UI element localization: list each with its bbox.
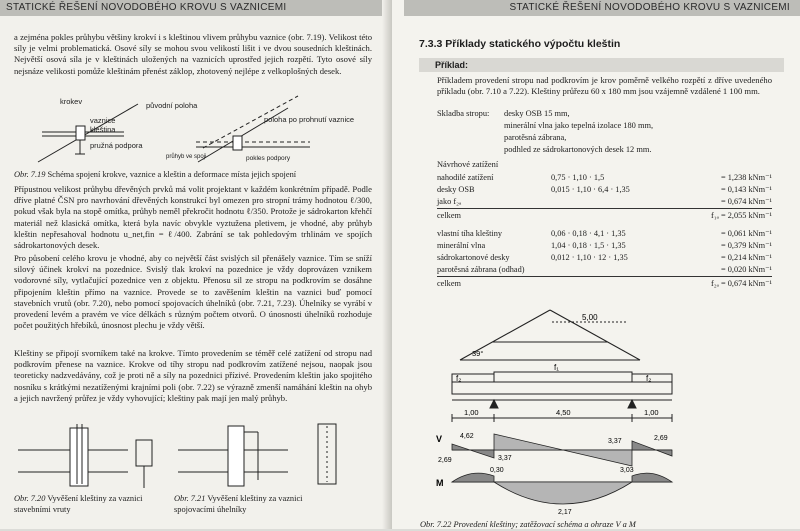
left-page	[0, 0, 392, 529]
load-total-row: celkem f₁ₐ = 2,055 kNm⁻¹	[437, 211, 772, 220]
caption-7-20-text: Vyvěšení kleštiny za vaznici stavebními vruty	[14, 494, 143, 514]
label-dim-2: 4,50	[556, 408, 571, 417]
label-f1: f₁	[554, 363, 559, 372]
right-running-header: STATICKÉ ŘEŠENÍ NOVODOBÉHO KROVU S VAZNICEMI	[404, 0, 800, 16]
layer-1: desky OSB 15 mm,	[504, 109, 570, 118]
left-paragraph-1: a zejména pokles průhybu většiny krokví i s kleštinou vlivem průhybu vaznice (obr. 7.19). Velikost této síly je velmi problematická. Osové síly se mohou svou velikostí lišit i ve dvou sousedních kleštinách. Největší osová síla je v kleštinách uložených na vaznicích uprostřed jejich rozpětí. Tyto osové síly nejsnáze velikosti pomůže kleštinám přenést záklop, zhotovený nejlépe z velkoplošných desek.	[14, 32, 372, 76]
label-m-030: 0,30	[490, 467, 504, 474]
label-klestina: kleština	[90, 125, 116, 134]
label-krokev: krokev	[60, 97, 83, 106]
label-f2-left: f₂	[456, 374, 462, 383]
label-m-303: 3,03	[620, 467, 634, 474]
label-pruzna-podpora: pružná podpora	[90, 141, 143, 150]
caption-7-21-number: Obr. 7.21	[174, 494, 206, 503]
load-row: minerální vlna 1,04 · 0,18 · 1,5 · 1,35 = 0,379 kNm⁻¹	[437, 241, 772, 250]
load-row: nahodilé zatížení 0,75 · 1,10 · 1,5 = 1,238 kNm⁻¹	[437, 173, 772, 182]
layer-4: podhled ze sádrokartonových desek 12 mm.	[504, 145, 652, 154]
figure-7-22	[432, 300, 732, 520]
caption-7-21-text: Vyvěšení kleštiny za vaznici spojovacími úhelníky	[174, 494, 303, 514]
label-m-217: 2,17	[558, 509, 572, 516]
label-dim-3: 1,00	[644, 408, 659, 417]
caption-7-19-text: Schéma spojení krokve, vaznice a kleštin a deformace místa jejich spojení	[47, 170, 297, 179]
left-paragraph-3: Pro působení celého krovu je vhodné, aby co největší část svislých sil přenášely vaznice. Tím se sníží silový účinek krokví na pozednice. Svislý tlak krokví na pozednice je vždy doprovázen vznikem vodorovné síly, vytlačující pozednice ven z objektu. Přenosu sil ze stropu na podkrovím se dosáhne připojením kleštin přímo na vaznice. Provede se to zavěšením kleštin na vaznici buď pomocí stavebních vrutů (obr. 7.20), nebo pomocí spojovacích úhelníků (obr. 7.21, 7.23). Úhelníky se vyrábí v provedení levém a pravém ve více délkách s různým počtem otvorů. O únosnosti úhelníků rozhoduje počet použitých hřebíků, únosnost plechu je vždy větší.	[14, 253, 372, 331]
layer-2: minerální vlna jako tepelná izolace 180 mm,	[504, 121, 654, 130]
label-span-top: 5,00	[582, 313, 598, 322]
layer-3: parotěsná zábrana,	[504, 133, 567, 142]
left-paragraph-4: Kleštiny se připojí svorníkem také na krokve. Tímto provedením se téměř celé zatížení od stropu nad podkrovím přenese na vaznice. Krokve od tíhy stropu nad podkrovím zatížené nejsou, naopak jsou teoreticky nadzvedávány, což je proti ně a síly na pozednici přízivé. Provedením kleštin jako spojitého nosníku s krátkými nezatíženými krajními poli (obr. 7.22) se výrazně zmenší namáhání kleštin na ohyb a jejich navržený průřez je vždy vyhovující; kleštiny pak mají jen malý průhyb.	[14, 348, 372, 403]
caption-7-22: Obr. 7.22 Provedení kleštiny; zatěžovací schéma a ohraze V a M	[420, 520, 636, 529]
caption-7-19	[14, 170, 382, 181]
caption-7-21	[174, 494, 344, 515]
label-v-337-left: 3,37	[498, 455, 512, 462]
right-page	[392, 0, 800, 529]
label-pruhyb-ve-spoji: průhyb ve spoji	[166, 154, 207, 160]
label-V: V	[436, 434, 443, 444]
label-pokles-podpory: pokles podpory	[246, 155, 291, 162]
label-M: M	[436, 478, 444, 488]
section-heading: 7.3.3 Příklady statického výpočtu kleštin	[419, 38, 621, 50]
label-f2-right: f₂	[646, 374, 652, 383]
loads-title: Návrhové zatížení	[437, 160, 499, 169]
label-v-269-left: 2,69	[438, 457, 452, 464]
layers-label: Skladba stropu:	[437, 109, 490, 118]
example-heading: Příklad:	[419, 58, 784, 72]
label-v-337-right: 3,37	[608, 438, 622, 445]
load-total-row: celkem f₂ₐ = 0,674 kNm⁻¹	[437, 279, 772, 288]
example-intro: Příkladem provedení stropu nad podkrovím je krov poměrně velkého rozpětí z dříve uvedeného příkladu (obr. 7.10 a 7.22). Kleštiny průřezu 60 x 180 mm jsou vzájemně vzdálené 1 100 mm.	[437, 75, 772, 97]
figure-7-19	[28, 96, 355, 168]
load-row: desky OSB 0,015 · 1,10 · 6,4 · 1,35 = 0,143 kNm⁻¹	[437, 185, 772, 194]
label-dim-1: 1,00	[464, 408, 479, 417]
figure-7-20	[18, 420, 168, 492]
label-angle: 39°	[472, 349, 484, 358]
caption-7-20	[14, 494, 164, 515]
load-row: sádrokartonové desky 0,012 · 1,10 · 12 · 1,35 = 0,214 kNm⁻¹	[437, 253, 772, 262]
load-row: jako f₂ₐ = 0,674 kNm⁻¹	[437, 196, 772, 209]
label-vaznice: vaznice	[90, 116, 116, 125]
left-paragraph-2: Přípustnou velikost průhybu dřevěných prvků má volit projektant v každém konkrétním případě. Podle dříve platné ČSN pro navrhování dřevěných konstrukcí byl omezen pro stropní trámy hodnotou ℓ/300, pokud však byla na stopě omítka, průhyb neměl překročit hodnotu ℓ/350. Protože je sádrokarton křehčí materiál než klasická omítka, která byla navíc obvykle vyztužena pletivem, je vhodné, aby průhyb kleštin nepřesahoval hodnotu u_net,fin = ℓ/400. Zabrání se tak pohledovým trhlinám ve spojích sádrokartonových desek.	[14, 184, 372, 251]
label-puvodni-poloha: původní poloha	[146, 101, 198, 110]
left-running-header: STATICKÉ ŘEŠENÍ NOVODOBÉHO KROVU S VAZNICEMI	[0, 0, 388, 16]
label-poloha-po-prohnuti: poloha po prohnutí vaznice	[264, 115, 355, 124]
label-v-462: 4,62	[460, 433, 474, 440]
label-v-269-right: 2,69	[654, 435, 668, 442]
caption-7-19-number: Obr. 7.19	[14, 170, 46, 179]
load-row: parotěsná zábrana (odhad) = 0,020 kNm⁻¹	[437, 264, 772, 277]
figure-7-21	[178, 420, 378, 492]
caption-7-20-number: Obr. 7.20	[14, 494, 46, 503]
load-row: vlastní tíha kleštiny 0,06 · 0,18 · 4,1 · 1,35 = 0,061 kNm⁻¹	[437, 229, 772, 238]
